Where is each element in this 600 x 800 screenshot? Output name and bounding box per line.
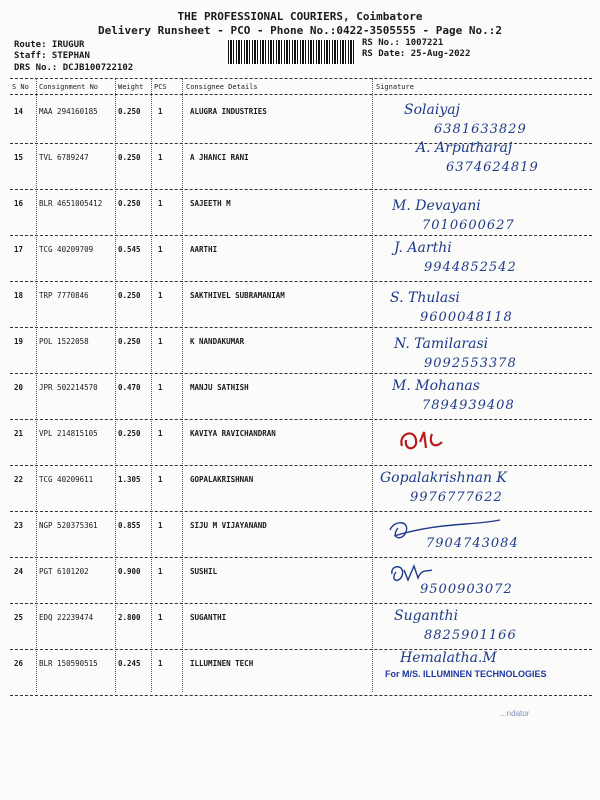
serial-number: 14 xyxy=(14,107,24,116)
pieces: 1 xyxy=(158,337,163,346)
consignment-number: BLR 150590515 xyxy=(39,659,98,668)
signature-area xyxy=(380,604,590,650)
table-row xyxy=(0,282,600,328)
table-row xyxy=(0,558,600,604)
pieces: 1 xyxy=(158,521,163,530)
header-bottom-rule xyxy=(10,94,592,95)
consignee-name: A JHANCI RANI xyxy=(190,153,249,162)
handwritten-name: Solaiyaj xyxy=(404,102,460,118)
col-weight-header: Weight xyxy=(118,83,144,91)
col-pcs-header: PCS xyxy=(154,83,167,91)
weight: 0.470 xyxy=(118,383,141,392)
signature-scribble xyxy=(380,512,580,558)
handwritten-name: Gopalakrishnan K xyxy=(380,470,507,486)
handwritten-phone: 9500903072 xyxy=(420,582,513,597)
weight: 0.900 xyxy=(118,567,141,576)
col-consignment-header: Consignment No xyxy=(39,83,99,91)
consignee-name: MANJU SATHISH xyxy=(190,383,249,392)
serial-number: 17 xyxy=(14,245,24,254)
handwritten-phone: 7010600627 xyxy=(422,218,515,233)
header-top-rule xyxy=(10,78,592,79)
table-row xyxy=(0,140,600,190)
handwritten-name: Suganthi xyxy=(394,608,459,624)
consignment-number: VPL 214815105 xyxy=(39,429,98,438)
table-row xyxy=(0,374,600,420)
consignee-name: KAVIYA RAVICHANDRAN xyxy=(190,429,276,438)
table-row xyxy=(0,190,600,236)
col-sno-header: S No xyxy=(12,83,29,91)
signature-area xyxy=(380,98,590,144)
table-row xyxy=(0,236,600,282)
signature-area xyxy=(380,512,590,558)
handwritten-phone: 6381633829 xyxy=(434,122,527,137)
serial-number: 16 xyxy=(14,199,24,208)
handwritten-phone: 9976777622 xyxy=(410,490,503,505)
handwritten-name: J. Aarthi xyxy=(394,240,452,256)
table-row xyxy=(0,98,600,144)
handwritten-phone: 7904743084 xyxy=(426,536,519,551)
consignee-name: GOPALAKRISHNAN xyxy=(190,475,254,484)
serial-number: 20 xyxy=(14,383,24,392)
pieces: 1 xyxy=(158,429,163,438)
serial-number: 26 xyxy=(14,659,24,668)
pieces: 1 xyxy=(158,291,163,300)
pieces: 1 xyxy=(158,567,163,576)
handwritten-name: Hemalatha.M xyxy=(400,650,497,666)
consignment-number: BLR 4651005412 xyxy=(39,199,103,208)
pieces: 1 xyxy=(158,659,163,668)
consignment-number: TCG 40209709 xyxy=(39,245,94,254)
faded-footnote: ...ndator xyxy=(500,709,530,718)
consignment-number: POL 1522058 xyxy=(39,337,89,346)
signature-area xyxy=(380,420,590,466)
weight: 0.250 xyxy=(118,107,141,116)
weight: 0.250 xyxy=(118,429,141,438)
handwritten-phone: 7894939408 xyxy=(422,398,515,413)
pieces: 1 xyxy=(158,475,163,484)
table-row xyxy=(0,420,600,466)
serial-number: 18 xyxy=(14,291,24,300)
weight: 0.545 xyxy=(118,245,141,254)
handwritten-name: A. Arputharaj xyxy=(416,140,513,156)
signature-scribble xyxy=(380,558,580,604)
weight: 0.855 xyxy=(118,521,141,530)
consignee-name: AARTHI xyxy=(190,245,218,254)
consignment-number: TCG 40209611 xyxy=(39,475,94,484)
route-label: Route: IRUGUR xyxy=(14,40,85,50)
handwritten-phone: 6374624819 xyxy=(446,160,539,175)
page-title: THE PROFESSIONAL COURIERS, Coimbatore xyxy=(177,10,423,23)
table-row xyxy=(0,604,600,650)
signature-area xyxy=(380,466,590,512)
signature-area xyxy=(380,236,590,282)
table-row xyxy=(0,512,600,558)
pieces: 1 xyxy=(158,153,163,162)
col-consignee-header: Consignee Details xyxy=(186,83,258,91)
rs-date: RS Date: 25-Aug-2022 xyxy=(362,49,471,59)
handwritten-phone: 9092553378 xyxy=(424,356,517,371)
row-divider xyxy=(10,695,592,696)
pieces: 1 xyxy=(158,107,163,116)
consignee-name: K NANDAKUMAR xyxy=(190,337,245,346)
serial-number: 21 xyxy=(14,429,24,438)
consignment-number: JPR 502214570 xyxy=(39,383,98,392)
weight: 1.305 xyxy=(118,475,141,484)
signature-area xyxy=(380,140,590,190)
table-row xyxy=(0,328,600,374)
consignment-number: NGP 520375361 xyxy=(39,521,98,530)
weight: 2.800 xyxy=(118,613,141,622)
weight: 0.250 xyxy=(118,337,141,346)
consignee-name: SUGANTHI xyxy=(190,613,227,622)
signature-area xyxy=(380,558,590,604)
consignee-name: SAJEETH M xyxy=(190,199,231,208)
consignee-name: SIJU M VIJAYANAND xyxy=(190,521,267,530)
serial-number: 23 xyxy=(14,521,24,530)
consignee-name: ALUGRA INDUSTRIES xyxy=(190,107,267,116)
pieces: 1 xyxy=(158,613,163,622)
barcode xyxy=(228,40,354,64)
consignment-number: TVL 6789247 xyxy=(39,153,89,162)
consignment-number: TRP 7770846 xyxy=(39,291,89,300)
pieces: 1 xyxy=(158,383,163,392)
serial-number: 22 xyxy=(14,475,24,484)
serial-number: 25 xyxy=(14,613,24,622)
pieces: 1 xyxy=(158,245,163,254)
handwritten-name: M. Mohanas xyxy=(392,378,480,394)
table-row xyxy=(0,466,600,512)
weight: 0.245 xyxy=(118,659,141,668)
signature-area xyxy=(380,374,590,420)
signature-area xyxy=(380,328,590,374)
handwritten-phone: 8825901166 xyxy=(424,628,517,643)
weight: 0.250 xyxy=(118,199,141,208)
signature-area xyxy=(380,282,590,328)
consignment-number: EDQ 22239474 xyxy=(39,613,94,622)
serial-number: 19 xyxy=(14,337,24,346)
consignment-number: MAA 294160185 xyxy=(39,107,98,116)
pieces: 1 xyxy=(158,199,163,208)
handwritten-name: S. Thulasi xyxy=(390,290,460,306)
weight: 0.250 xyxy=(118,153,141,162)
serial-number: 15 xyxy=(14,153,24,162)
serial-number: 24 xyxy=(14,567,24,576)
signature-scribble xyxy=(380,420,580,466)
rs-number: RS No.: 1007221 xyxy=(362,38,444,48)
staff-label: Staff: STEPHAN xyxy=(14,51,90,61)
consignee-name: ILLUMINEN TECH xyxy=(190,659,254,668)
col-signature-header: Signature xyxy=(376,83,414,91)
signature-area xyxy=(380,190,590,236)
handwritten-phone: 9944852542 xyxy=(424,260,517,275)
handwritten-name: N. Tamilarasi xyxy=(394,336,489,352)
handwritten-phone: 9600048118 xyxy=(420,310,513,325)
consignment-number: PGT 6101202 xyxy=(39,567,89,576)
company-stamp: For M/S. ILLUMINEN TECHNOLOGIES xyxy=(385,669,547,679)
weight: 0.250 xyxy=(118,291,141,300)
handwritten-name: M. Devayani xyxy=(392,198,481,214)
runsheet-subtitle: Delivery Runsheet - PCO - Phone No.:0422-3505555 - Page No.:2 xyxy=(98,24,502,37)
consignee-name: SUSHIL xyxy=(190,567,218,576)
consignee-name: SAKTHIVEL SUBRAMANIAM xyxy=(190,291,285,300)
drs-number: DRS No.: DCJB100722102 xyxy=(14,63,134,73)
